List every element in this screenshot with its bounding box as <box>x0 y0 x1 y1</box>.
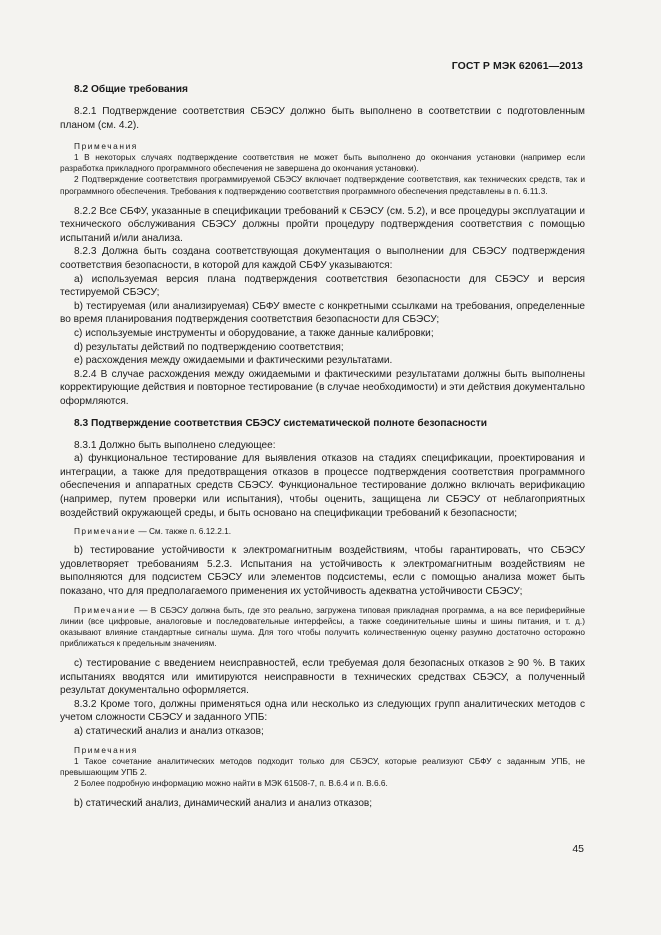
standard-code: ГОСТ Р МЭК 62061—2013 <box>451 60 583 72</box>
section-8-2-heading: 8.2 Общие требования <box>74 84 188 95</box>
note-a <box>60 526 585 537</box>
note-label: Примечание <box>74 604 137 615</box>
list-item-b: b) тестируемая (или анализируемая) СБФУ вместе с конкретными ссылками на требования, определенные во время планирования подтверждения соответствия безопасности для СБЭСУ; <box>60 300 585 326</box>
list-item-d: d) результаты действий по подтверждению соответствия; <box>74 341 344 353</box>
clause-8-3-2: 8.3.2 Кроме того, должны применяться одна или несколько из следующих групп аналитических методов с учетом сложности СБЭСУ и заданного УПБ: <box>60 698 585 724</box>
section-8-3-heading: 8.3 Подтверждение соответствия СБЭСУ систематической полноте безопасности <box>74 417 488 429</box>
clause-8-2-4: 8.2.4 В случае расхождения между ожидаемыми и фактическими результатами должны быть выполнены корректирующие действия и повторное тестирование (в случае необходимости) и эти действия документально оформляются. <box>60 368 585 407</box>
clause-8-2-2: 8.2.2 Все СБФУ, указанные в спецификации требований к СБЭСУ (см. 5.2), и все процедуры эксплуатации и технического обслуживания СБЭСУ должны пройти процедуру подтверждения соответствия с помощью испытаний и/или анализа. <box>60 205 585 244</box>
note-2: 2 Подтверждение соответствия программируемой СБЭСУ включает подтверждение соответствия, как технических средств, так и программного обеспечения. Требования к подтверждению соответствия программного обеспечения представлены в п. 6.11.3. <box>60 174 585 196</box>
list-item-b: b) тестирование устойчивости к электромагнитным воздействиям, чтобы гарантировать, что СБЭСУ удовлетворяет требованиям 5.2.3. Испытания на устойчивость к электромагнитным воздействиям не выполняются для подсистем СБЭСУ или элементов подсистемы, если с помощью анализа может быть показано, что для предполагаемого применения их устойчивость адекватна устойчивости СБЭСУ; <box>60 545 585 597</box>
list-item-a: а) используемая версия плана подтверждения соответствия безопасности для СБЭСУ и версия тестируемой СБЭСУ; <box>60 273 585 299</box>
list-item-c: c) тестирование с введением неисправностей, если требуемая доля безопасных отказов ≥ 90 %. В таких испытаниях вводятся или имитируются неисправности в технических средствах СБЭСУ, а полученный результат документально оформляется. <box>60 657 585 697</box>
list-item-2b: b) статический анализ, динамический анализ и анализ отказов; <box>74 797 373 809</box>
list-item-e: е) расхождения между ожидаемыми и фактическими результатами. <box>74 355 393 367</box>
note-2: 2 Более подробную информацию можно найти в МЭК 61508-7, п. В.6.4 и п. В.6.6. <box>74 777 388 788</box>
list-item-c: c) используемые инструменты и оборудование, а также данные калибровки; <box>74 328 434 339</box>
note-label: Примечание <box>74 526 137 537</box>
notes-title: Примечания <box>74 744 138 755</box>
page-number: 45 <box>572 843 584 855</box>
note-text: — См. также п. 6.12.2.1. <box>136 526 232 537</box>
list-item-a: а) функциональное тестирование для выявления отказов на стадиях спецификации, проектирования и интеграции, а также для предотвращения отказов в процессе подтверждения соответствия программного обеспечения и аппаратных средств СБЭСУ. Функциональное тестирование должно включать верификацию (например, путем проверки или испытания), чтобы оценить, защищена ли СБЭСУ от неблагоприятных воздействий окружающей среды, и быть основано на спецификации требований к безопасности; <box>60 453 585 519</box>
note-b <box>60 605 585 649</box>
clause-8-2-1: 8.2.1 Подтверждение соответствия СБЭСУ должно быть выполнено в соответствии с подготовленным планом (см. 4.2). <box>60 106 585 131</box>
clause-8-2-3: 8.2.3 Должна быть создана соответствующая документация о выполнении для СБЭСУ подтверждения соответствия безопасности, в которой для каждой СБФУ указываются: <box>60 246 585 272</box>
notes-title: Примечания <box>74 141 138 152</box>
clause-8-3-1: 8.3.1 Должно быть выполнено следующее: <box>74 439 276 451</box>
note-1: 1 В некоторых случаях подтверждение соответствия не может быть выполнено до окончания установки (например если разработка прикладного программного обеспечения не завершена до окончания установки). <box>60 152 585 174</box>
note-text: — В СБЭСУ должна быть, где это реально, загружена типовая прикладная программа, а на все периферийные линии (все цифровые, аналоговые и последовательные интерфейсы, а также соединительные шины и шины питания, и т. д.) оказывают влияние стандартные сигналы шума. Для того чтобы получить количественную оценку разумно достаточно осторожно приближаться к предельным значениям. <box>60 604 585 648</box>
list-item-2a: а) статический анализ и анализ отказов; <box>74 725 264 737</box>
note-1: 1 Такое сочетание аналитических методов подходит только для СБЭСУ, которые реализуют СБФУ с заданным УПБ, не превышающим УПБ 2. <box>60 755 585 777</box>
page-content <box>60 83 585 811</box>
